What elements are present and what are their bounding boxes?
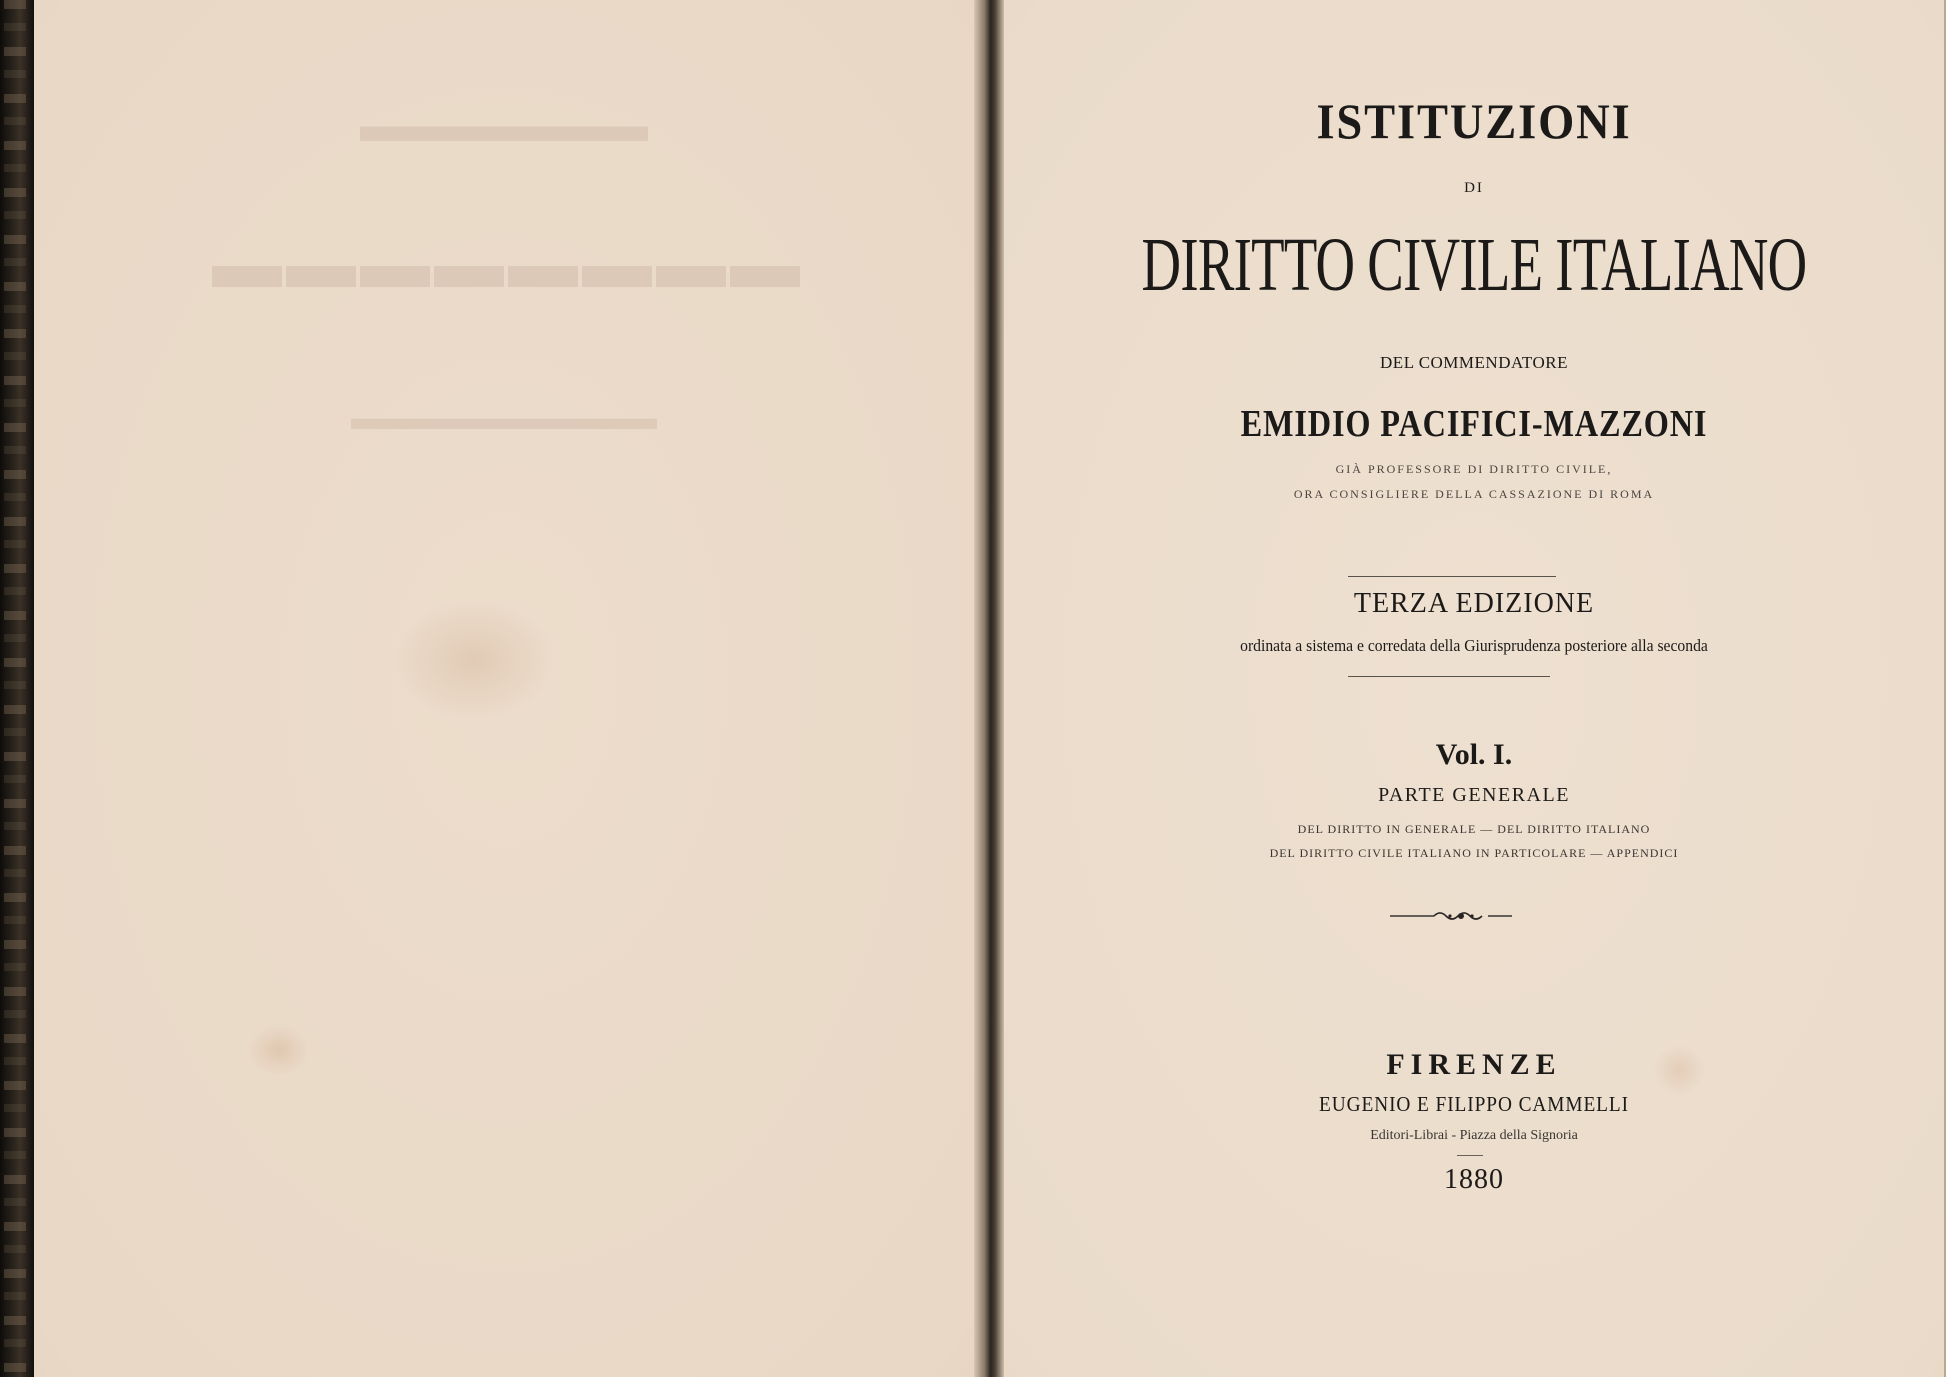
author-role-2: ORA CONSIGLIERE DELLA CASSAZIONE DI ROMA <box>1293 487 1655 501</box>
edition-note: ordinata a sistema e corredata della Giurisprudenza posteriore alla seconda <box>1240 636 1708 655</box>
author-name: EMIDIO PACIFICI-MAZZONI <box>1240 403 1708 445</box>
publisher-name: EUGENIO E FILIPPO CAMMELLI <box>1319 1092 1629 1116</box>
title-line-1: ISTITUZIONI <box>1316 93 1632 149</box>
book-gutter <box>974 0 1004 1377</box>
divider-bottom <box>1348 676 1550 677</box>
publication-year: 1880 <box>1444 1164 1504 1195</box>
volume-label: Vol. I. <box>1435 738 1513 771</box>
part-contents-2: DEL DIRITTO CIVILE ITALIANO IN PARTICOLARE — APPENDICI <box>1269 846 1679 860</box>
edition-label: TERZA EDIZIONE <box>1353 588 1595 619</box>
author-prefix: DEL COMMENDATORE <box>1380 353 1568 372</box>
divider-year <box>1457 1155 1483 1156</box>
bleed-through-heading: ▬▬▬▬▬▬▬▬ <box>208 226 800 303</box>
publisher-note: Editori-Librai - Piazza della Signoria <box>1370 1128 1578 1143</box>
title-line-2: DIRITTO CIVILE ITALIANO <box>1141 223 1807 307</box>
title-page <box>1004 0 1944 1377</box>
publication-city: FIRENZE <box>1386 1048 1562 1081</box>
title-connector: DI <box>1464 180 1484 196</box>
left-page-blank <box>34 0 974 1377</box>
part-label: PARTE GENERALE <box>1378 784 1570 806</box>
printer-ornament-icon <box>1004 906 1944 926</box>
divider-top <box>1348 576 1556 577</box>
bleed-through-author: ▬▬▬▬▬▬▬▬▬ <box>351 400 657 437</box>
bleed-through-title: ▬▬▬▬▬▬ <box>360 99 648 152</box>
binding-edge <box>0 0 34 1377</box>
part-contents-1: DEL DIRITTO IN GENERALE — DEL DIRITTO ITALIANO <box>1297 822 1651 836</box>
author-role-1: GIÀ PROFESSORE DI DIRITTO CIVILE, <box>1335 462 1613 476</box>
